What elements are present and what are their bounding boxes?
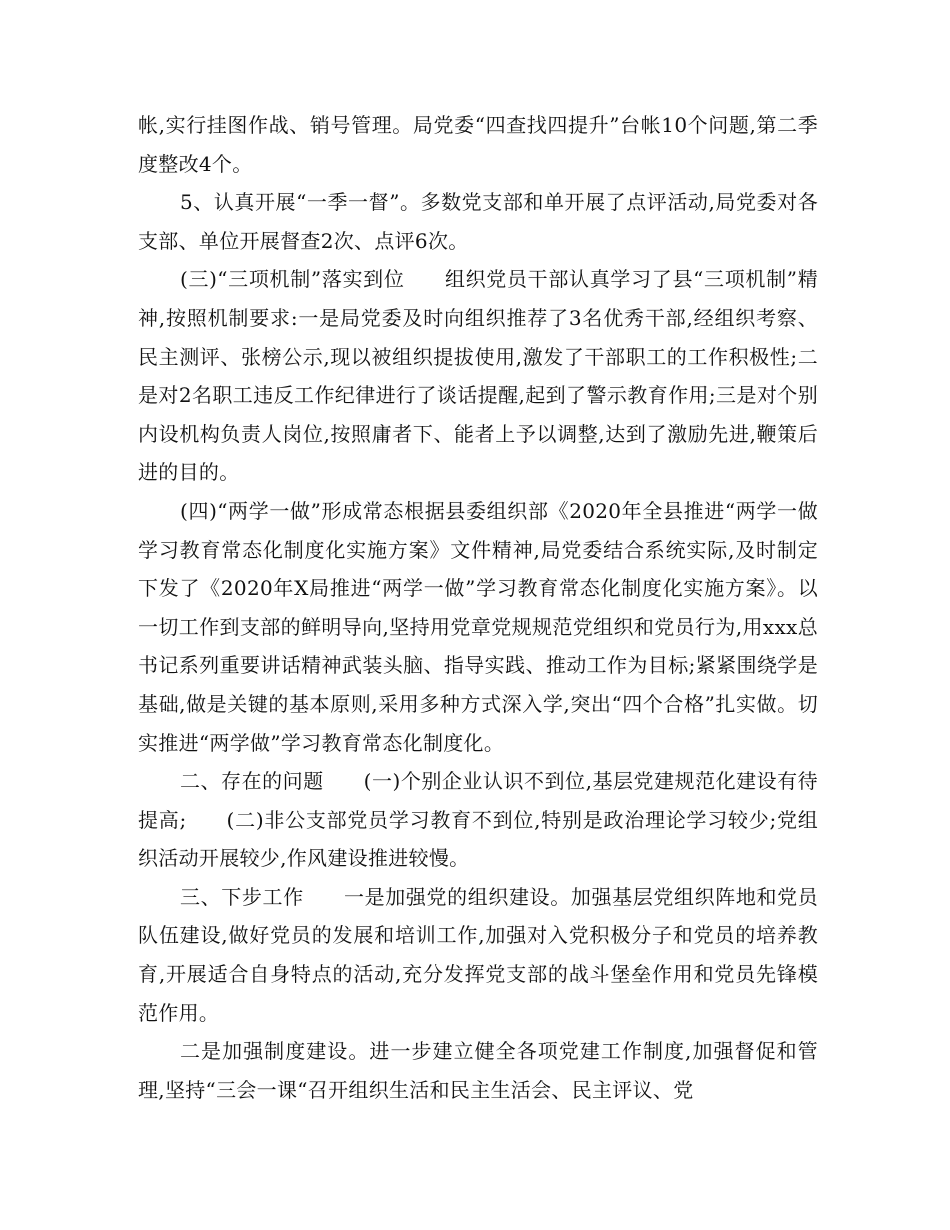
section-heading: 二、存在的问题: [180, 769, 324, 794]
section-heading: 三、下步工作: [180, 884, 304, 909]
paragraph-next-steps: [138, 878, 818, 1032]
paragraph-text: 组织党员干部认真学习了县“三项机制”精神,按照机制要求:一是局党委及时向组织推荐了3名优秀干部,经组织考察、民主测评、张榜公示,现以被组织提拔使用,激发了干部职工的工作积极性;二是对2名职工违反工作纪律进行了谈话提醒,起到了警示教育作用;三是对个别内设机构负责人岗位,按照庸者下、能者上予以调整,达到了激励先进,鞭策后进的目的。: [138, 267, 818, 485]
paragraph-text: (四)“两学一做”形成常态根据县委组织部《2020年全县推进“两学一做学习教育常态化制度化实施方案》文件精神,局党委结合系统实际,及时制定下发了《2020年X局推进“两学一做”学习教育常态化制度化实施方案》。以一切工作到支部的鲜明导向,坚持用党章党规规范党组织和党员行为,用xxx总书记系列重要讲话精神武装头脑、指导实践、推动工作为目标;紧紧围绕学是基础,做是关键的基本原则,采用多种方式深入学,突出“四个合格”扎实做。切实推进“两学做”学习教育常态化制度化。: [138, 498, 818, 755]
section-heading: (三)“三项机制”落实到位: [180, 267, 405, 292]
paragraph-two-studies: [138, 492, 818, 762]
paragraph-text: (二)非公支部党员学习教育不到位,特别是政治理论学习较少;党组织活动开展较少,作风建设推进较慢。: [138, 807, 818, 871]
paragraph-text: 5、认真开展“一季一督”。多数党支部和单开展了点评活动,局党委对各支部、单位开展督查2次、点评6次。: [138, 190, 818, 253]
paragraph-yiji-yidu: [138, 183, 818, 260]
paragraph-taizhang-rectification: [138, 106, 818, 183]
paragraph-text: 二是加强制度建设。进一步建立健全各项党建工作制度,加强督促和管理,坚持“三会一课“召开组织生活和民主生活会、民主评议、党: [138, 1039, 818, 1102]
paragraph-text: 帐,实行挂图作战、销号管理。局党委“四查找四提升”台帐10个问题,第二季度整改4个。: [138, 113, 818, 176]
paragraph-system-building: [138, 1032, 818, 1109]
paragraph-existing-problems: [138, 762, 818, 878]
paragraph-three-mechanisms: [138, 260, 818, 492]
paragraph-text: 一是加强党的组织建设。加强基层党组织阵地和党员队伍建设,做好党员的发展和培训工作,加强对入党积极分子和党员的培养教育,开展适合自身特点的活动,充分发挥党支部的战斗堡垒作用和党员先锋模范作用。: [138, 884, 818, 1025]
paragraph-text: (一)个别企业认识不到位,基层党建规范化建设有待提高;: [138, 769, 818, 832]
document-body: [138, 106, 818, 1109]
